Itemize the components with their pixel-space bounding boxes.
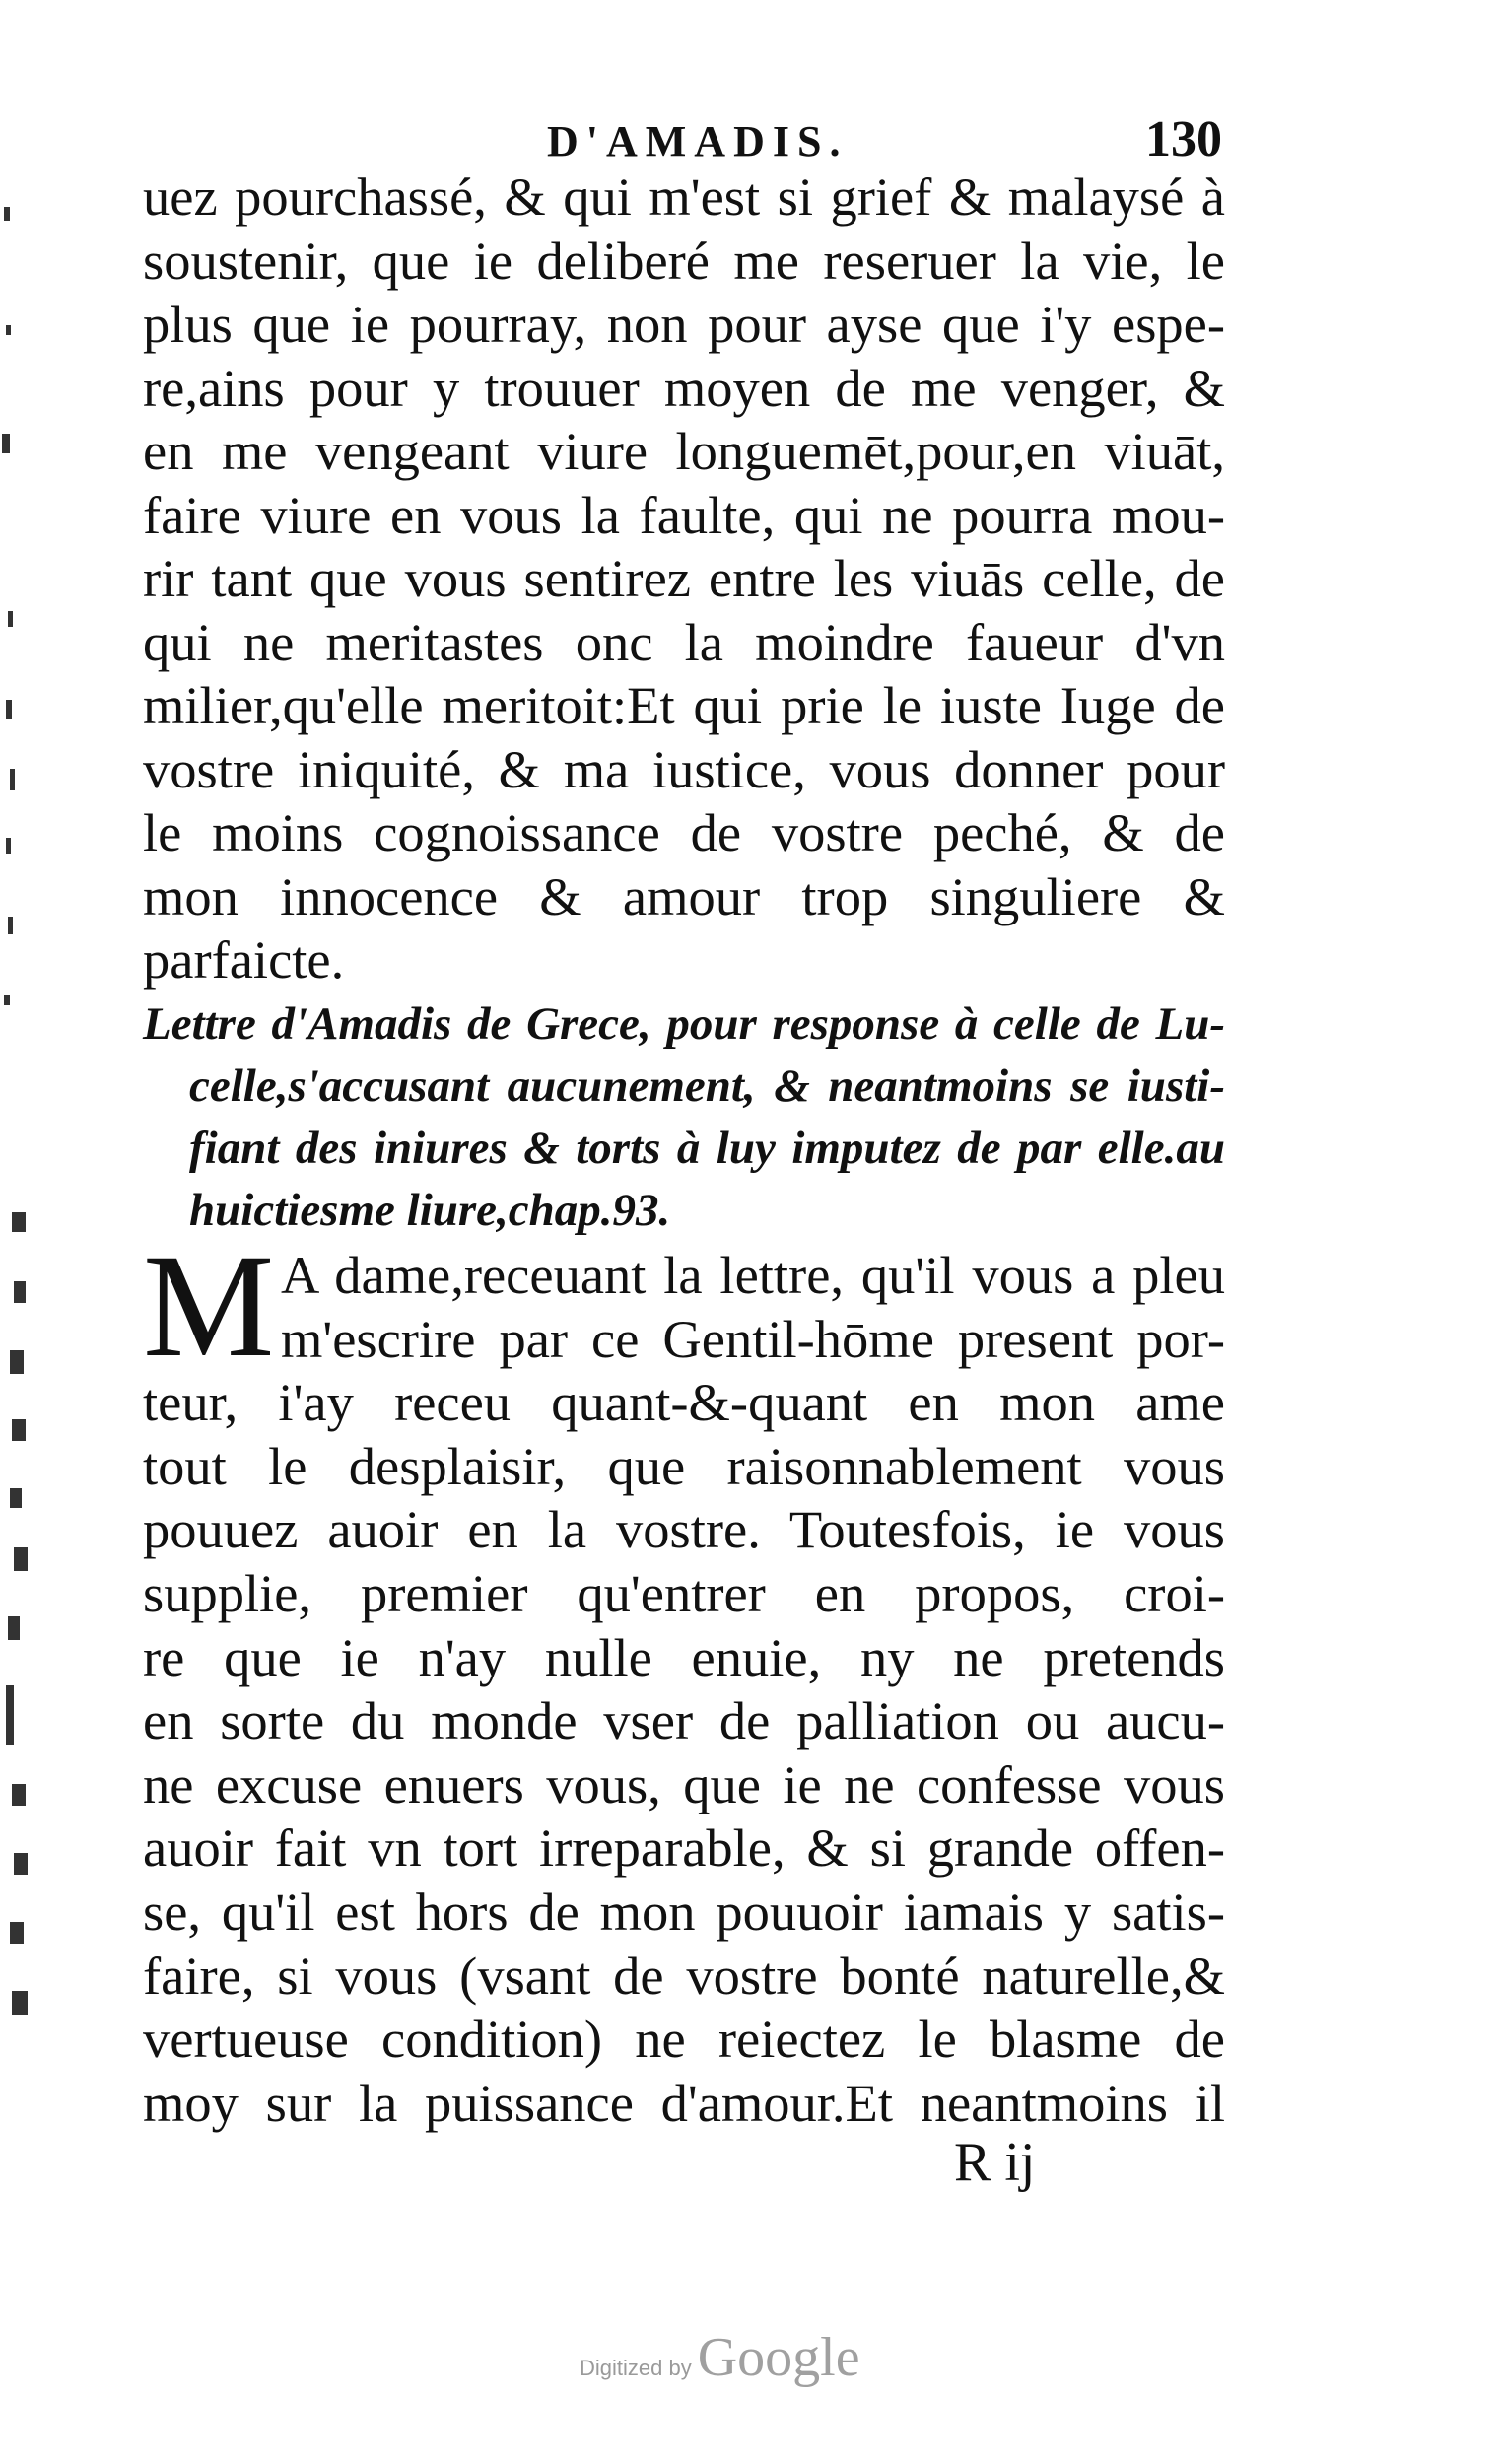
text-line: soustenir, que ie deliberé me reseruer la vie, le — [143, 230, 1225, 291]
text-line: teur, i'ay receu quant-&-quant en mon ame — [143, 1372, 1225, 1433]
heading-line: Lettre d'Amadis de Grece, pour response à celle de Lu- — [143, 998, 1225, 1050]
text-line: tout le desplaisir, que raisonnablement vous — [143, 1435, 1225, 1496]
heading-line: celle,s'accusant aucunement, & neantmoins se iusti- — [189, 1061, 1225, 1112]
text-line: rir tant que vous sentirez entre les viuās celle, de — [143, 548, 1225, 608]
text-line: mon innocence & amour trop singuliere & — [143, 865, 1225, 926]
text-line: auoir fait vn tort irreparable, & si grande offen- — [143, 1817, 1225, 1879]
text-line: supplie, premier qu'entrer en propos, croi- — [143, 1562, 1225, 1623]
watermark-prefix: Digitized by — [580, 2356, 692, 2380]
text-line: moy sur la puissance d'amour.Et neantmoins il — [143, 2072, 1225, 2133]
text-line: qui ne meritastes onc la moindre faueur d'vn — [143, 611, 1225, 672]
text-line: re,ains pour y trouuer moyen de me venger, & — [143, 357, 1225, 418]
folio-page-number: 130 — [1145, 111, 1222, 168]
facing-page-bleed-through — [0, 148, 39, 2070]
text-line: vostre iniquité, & ma iustice, vous donner pour — [143, 738, 1225, 799]
heading-line: huictiesme liure,chap.93. — [189, 1185, 671, 1236]
heading-line: fiant des iniures & torts à luy imputez de par elle.au — [189, 1123, 1225, 1174]
text-line: milier,qu'elle meritoit:Et qui prie le iuste Iuge de — [143, 675, 1225, 735]
drop-capital: M — [143, 1224, 275, 1388]
text-line: vertueuse condition) ne reiectez le blasme de — [143, 2009, 1225, 2070]
text-line: A dame,receuant la lettre, qu'il vous a pleu — [281, 1245, 1225, 1305]
text-line: m'escrire par ce Gentil-hōme present por- — [281, 1308, 1225, 1369]
text-line: re que ie n'ay nulle enuie, ny ne pretends — [143, 1626, 1225, 1687]
text-line: se, qu'il est hors de mon pouuoir iamais y satis- — [143, 1881, 1225, 1942]
digitized-by-watermark — [580, 2326, 860, 2389]
text-line: faire viure en vous la faulte, qui ne pourra mou- — [143, 484, 1225, 545]
watermark-brand: Google — [697, 2327, 860, 2388]
text-line: pouuez auoir en la vostre. Toutesfois, ie vous — [143, 1499, 1225, 1560]
text-line: plus que ie pourray, non pour ayse que i'y espe- — [143, 294, 1225, 354]
text-line: uez pourchassé, & qui m'est si grief & malaysé à — [143, 167, 1225, 227]
catchword-signature: R ij — [954, 2132, 1036, 2193]
text-line: faire, si vous (vsant de vostre bonté naturelle,& — [143, 1945, 1225, 2006]
letter-heading — [143, 993, 1225, 1242]
text-line: parfaicte. — [143, 929, 345, 990]
paragraph-continued — [143, 166, 1225, 992]
running-head: D'AMADIS. — [547, 117, 849, 166]
text-line: ne excuse enuers vous, que ie ne confesse vous — [143, 1753, 1225, 1814]
letter-body — [143, 1224, 1225, 2135]
text-line: le moins cognoissance de vostre peché, & de — [143, 802, 1225, 862]
text-line: en sorte du monde vser de palliation ou aucu- — [143, 1690, 1225, 1751]
text-line: en me vengeant viure longuemēt,pour,en viuāt, — [143, 421, 1225, 481]
